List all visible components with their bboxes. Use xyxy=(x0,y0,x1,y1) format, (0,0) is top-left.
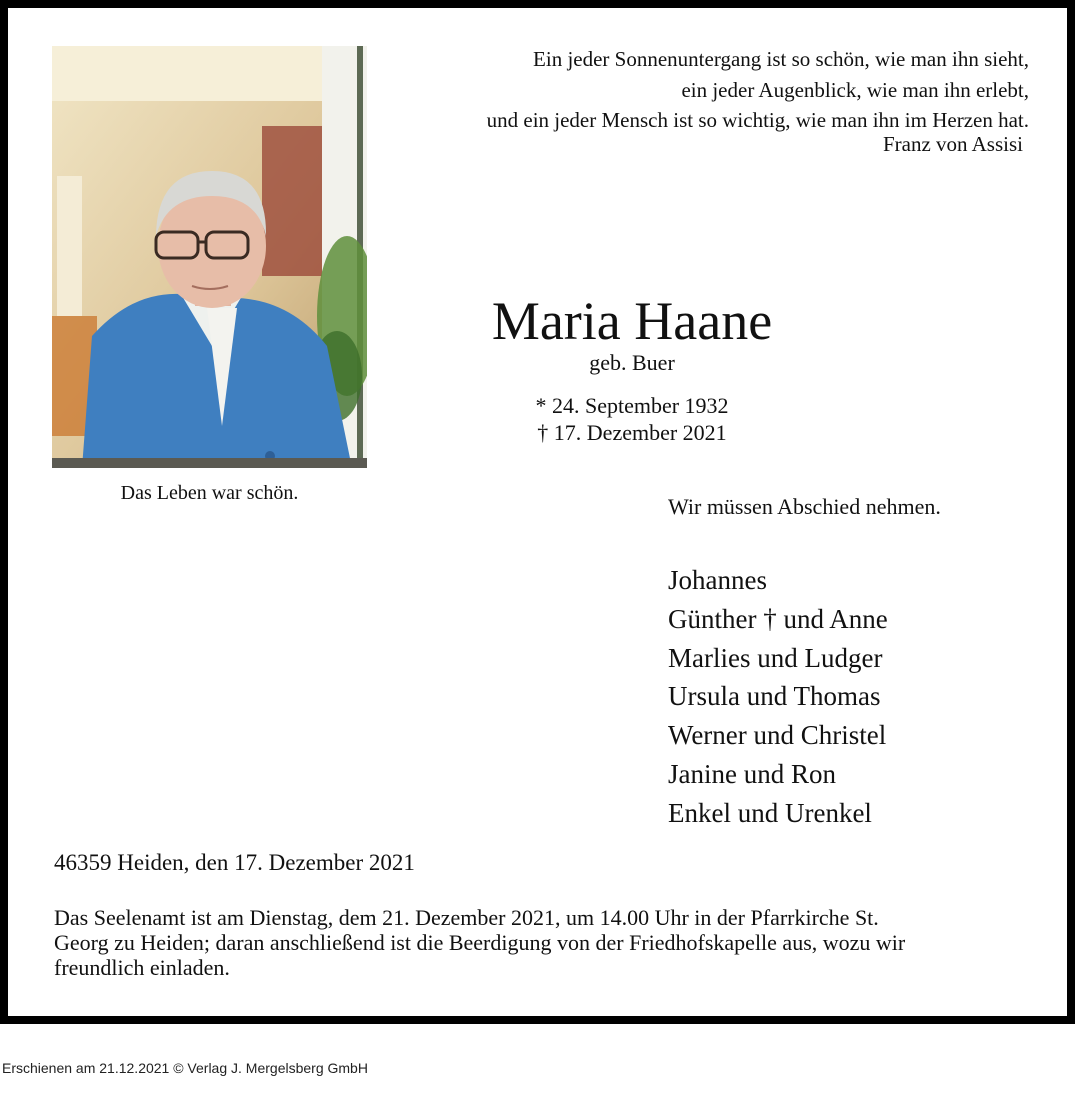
family-member: Werner und Christel xyxy=(668,720,887,751)
family-member: Günther † und Anne xyxy=(668,603,888,634)
death-date: † 17. Dezember 2021 xyxy=(537,420,727,445)
farewell-text: Wir müssen Abschied nehmen. xyxy=(668,494,941,519)
birth-date: * 24. September 1932 xyxy=(535,393,729,418)
portrait-photo xyxy=(52,46,367,468)
photo-caption: Das Leben war schön. xyxy=(120,482,299,504)
quote xyxy=(487,44,1029,136)
family-member: Enkel und Urenkel xyxy=(668,797,872,828)
family-member: Ursula und Thomas xyxy=(668,681,881,712)
family-member: Johannes xyxy=(668,565,767,595)
quote-line: und ein jeder Mensch ist so wichtig, wie man ihn im Herzen hat. xyxy=(486,108,1029,132)
publication-footer: Erschienen am 21.12.2021 © Verlag J. Mergelsberg GmbH xyxy=(2,1060,368,1076)
quote-line: Ein jeder Sonnenuntergang ist so schön, wie man ihn sieht, xyxy=(533,47,1029,71)
service-line: Das Seelenamt ist am Dienstag, dem 21. Dezember 2021, um 14.00 Uhr in der Pfarrkirche St. xyxy=(54,905,879,930)
family-list xyxy=(668,561,888,833)
quote-line: ein jeder Augenblick, wie man ihn erlebt, xyxy=(681,77,1029,102)
service-line: freundlich einladen. xyxy=(54,955,230,980)
deceased-name: Maria Haane xyxy=(491,291,773,351)
maiden-name: geb. Buer xyxy=(589,350,675,375)
family-member: Janine und Ron xyxy=(668,758,836,789)
portrait-illustration xyxy=(52,46,367,468)
service-line: Georg zu Heiden; daran anschließend ist die Beerdigung von der Friedhofskapelle aus, wozu wir xyxy=(54,930,906,955)
life-dates xyxy=(332,392,932,446)
service-info xyxy=(54,905,1044,980)
quote-author: Franz von Assisi xyxy=(882,132,1023,156)
family-member: Marlies und Ludger xyxy=(668,642,883,673)
place-date: 46359 Heiden, den 17. Dezember 2021 xyxy=(54,850,415,875)
